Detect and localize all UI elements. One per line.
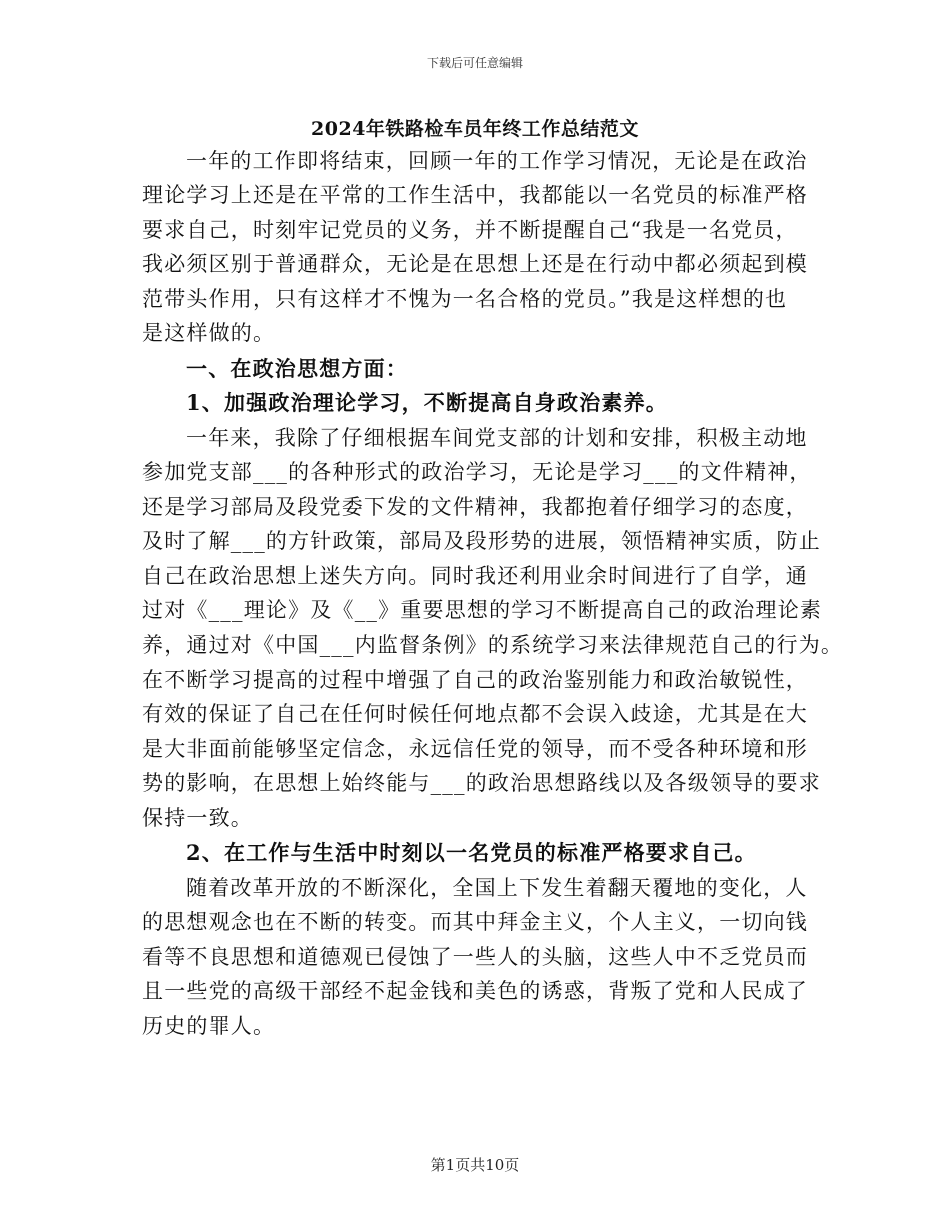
paragraph-line: 一年的工作即将结束，回顾一年的工作学习情况，无论是在政治	[186, 149, 808, 173]
page-header: 下载后可任意编辑	[426, 56, 523, 70]
paragraph-line: 且一些党的高级干部经不起金钱和美色的诱惑，背叛了党和人民成了	[142, 979, 808, 1003]
paragraph-line: 是这样做的。	[142, 321, 276, 345]
document-title: 2024年铁路检车员年终工作总结范文	[311, 118, 639, 140]
paragraph-line: 势的影响，在思想上始终能与___的政治思想路线以及各级领导的要求	[142, 771, 821, 795]
paragraph-line: 有效的保证了自己在任何时候任何地点都不会误入歧途，尤其是在大	[142, 702, 808, 726]
paragraph-line: 我必须区别于普通群众，无论是在思想上还是在行动中都必须起到模	[142, 252, 808, 276]
paragraph-line: 一年来，我除了仔细根据车间党支部的计划和安排，积极主动地	[186, 426, 808, 450]
paragraph-line: 养，通过对《中国___内监督条例》的系统学习来法律规范自己的行为。	[142, 633, 844, 657]
paragraph-line: 在不断学习提高的过程中增强了自己的政治鉴别能力和政治敏锐性，	[142, 668, 808, 692]
paragraph-line: 保持一致。	[142, 806, 253, 830]
section-heading: 一、在政治思想方面：	[186, 356, 408, 381]
subsection-heading: 1、加强政治理论学习，不断提高自身政治素养。	[186, 390, 669, 415]
page-footer: 第1页共10页	[430, 1156, 520, 1174]
paragraph-line: 及时了解___的方针政策，部局及段形势的进展，领悟精神实质，防止	[142, 529, 821, 553]
paragraph-line: 理论学习上还是在平常的工作生活中，我都能以一名党员的标准严格	[142, 183, 808, 207]
paragraph-line: 看等不良思想和道德观已侵蚀了一些人的头脑，这些人中不乏党员而	[142, 945, 808, 969]
paragraph-line: 历史的罪人。	[142, 1014, 276, 1038]
subsection-heading: 2、在工作与生活中时刻以一名党员的标准严格要求自己。	[186, 840, 757, 865]
paragraph-line: 要求自己，时刻牢记党员的义务，并不断提醒自己“我是一名党员，	[142, 218, 798, 242]
paragraph-line: 是大非面前能够坚定信念，永远信任党的领导，而不受各种环境和形	[142, 737, 808, 761]
paragraph-line: 的思想观念也在不断的转变。而其中拜金主义，个人主义，一切向钱	[142, 910, 808, 934]
paragraph-line: 范带头作用，只有这样才不愧为一名合格的党员。”我是这样想的也	[142, 287, 788, 311]
paragraph-line: 参加党支部___的各种形式的政治学习，无论是学习___的文件精神，	[142, 460, 812, 484]
paragraph-line: 还是学习部局及段党委下发的文件精神，我都抱着仔细学习的态度，	[142, 495, 808, 519]
paragraph-line: 过对《___理论》及《__》重要思想的学习不断提高自己的政治理论素	[142, 598, 823, 622]
paragraph-line: 自己在政治思想上迷失方向。同时我还利用业余时间进行了自学，通	[142, 564, 808, 588]
paragraph-line: 随着改革开放的不断深化，全国上下发生着翻天覆地的变化，人	[186, 876, 808, 900]
